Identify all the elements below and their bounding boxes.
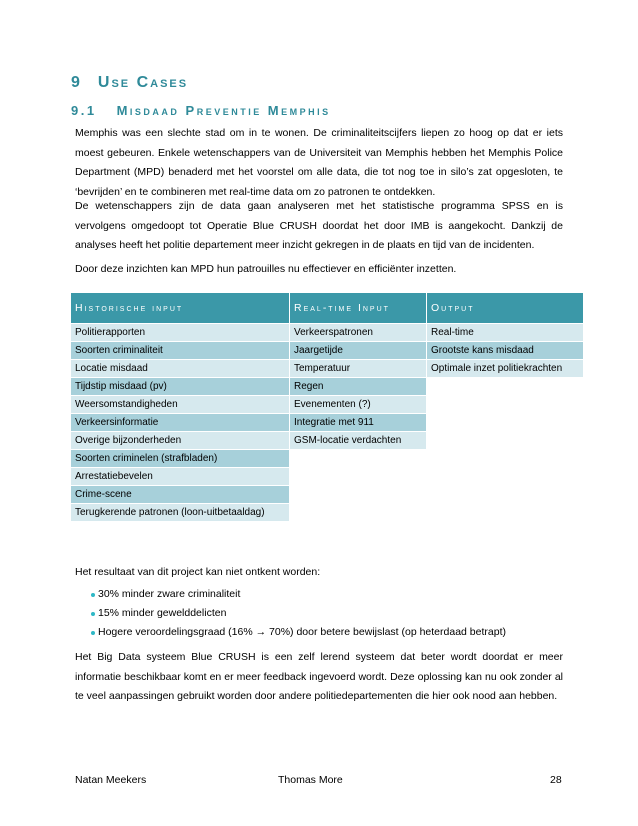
table-cell [427,378,584,396]
table-cell: Weersomstandigheden [71,396,290,414]
header-realtime-input: Real-time Input [290,293,427,324]
table-cell: Soorten criminelen (strafbladen) [71,450,290,468]
table-cell: GSM-locatie verdachten [290,432,427,450]
bullet-dot-icon [91,593,95,597]
paragraph-results-intro: Het resultaat van dit project kan niet ontkent worden: [75,566,321,578]
paragraph-analysis: De wetenschappers zijn de data gaan analyseren met het statistische programma SPSS en is vervolgens omgedoopt tot Operatie Blue CRUSH doordat het door IMB is aangekocht. Dankzij de analyses heeft het politie departement meer inzicht gekregen in de plaats en tijd van de incidenten. [75,200,563,251]
table-cell: Temperatuur [290,360,427,378]
table-cell: Overige bijzonderheden [71,432,290,450]
table-row [71,450,584,468]
table-cell [427,468,584,486]
table-cell: Optimale inzet politiekrachten [427,360,584,378]
section-title: Use Cases [97,74,189,91]
list-item [75,604,506,623]
table-cell: Verkeersinformatie [71,414,290,432]
section-number: 9 [71,74,82,91]
table-cell: Regen [290,378,427,396]
list-item [75,585,506,604]
table-row [71,504,584,522]
table-cell: Arrestatiebevelen [71,468,290,486]
footer-page-number: 28 [550,774,562,786]
table-cell: Evenementen (?) [290,396,427,414]
table-cell: Politierapporten [71,324,290,342]
table-row [71,468,584,486]
subsection-heading [71,103,331,118]
table-row [71,378,584,396]
section-heading [71,74,188,92]
table-cell: Real-time [427,324,584,342]
table-row [71,324,584,342]
table-cell [290,468,427,486]
results-list [75,585,506,642]
table-row [71,414,584,432]
list-item-text: 15% minder gewelddelicten [98,607,227,619]
table-row [71,396,584,414]
table-cell [427,504,584,522]
bullet-dot-icon [91,631,95,635]
header-output: Output [427,293,584,324]
table-row [71,486,584,504]
table-row [71,342,584,360]
table-cell: Grootste kans misdaad [427,342,584,360]
table-cell [290,450,427,468]
list-item-text: Hogere veroordelingsgraad (16% → 70%) door betere bewijslast (op heterdaad betrapt) [98,626,506,638]
subsection-number: 9.1 [71,103,97,118]
list-item-text: 30% minder zware criminaliteit [98,588,241,600]
table-body [71,324,584,522]
bullet-dot-icon [91,612,95,616]
paragraph-conclusion: Het Big Data systeem Blue CRUSH is een zelf lerend systeem dat beter wordt doordat er meer informatie beschikbaar komt en er meer feedback ingevoerd wordt. Deze oplossing kan nu ook zonder al te veel aanpassingen gebruikt worden door andere politiedepartementen die hier ook nood aan hebben. [75,651,563,702]
table-cell [427,396,584,414]
table-row [71,360,584,378]
input-output-table [70,292,584,522]
table-cell [290,504,427,522]
table-cell [290,486,427,504]
footer-school: Thomas More [278,774,343,786]
subsection-title: Misdaad Preventie Memphis [116,103,331,118]
table-cell: Jaargetijde [290,342,427,360]
table-cell: Soorten criminaliteit [71,342,290,360]
paragraph-insights: Door deze inzichten kan MPD hun patrouilles nu effectiever en efficiënter inzetten. [75,263,457,275]
list-item [75,623,506,642]
table-cell: Crime-scene [71,486,290,504]
table-row [71,432,584,450]
header-historical-input: Historische input [71,293,290,324]
table-cell [427,414,584,432]
paragraph-intro: Memphis was een slechte stad om in te wonen. De criminaliteitscijfers liepen zo hoog op dat er iets moest gebeuren. Enkele wetenschappers van de Universiteit van Memphis hebben het Memphis Police Department (MPD) benaderd met het voorstel om alle data, die tot nog toe in silo’s zat opgesloten, te ‘bevrijden’ en te combineren met real-time data om zo patronen te ontdekken. [75,127,563,198]
footer-author: Natan Meekers [75,774,147,786]
table-cell: Integratie met 911 [290,414,427,432]
table-cell [427,432,584,450]
table-cell [427,486,584,504]
table-cell: Tijdstip misdaad (pv) [71,378,290,396]
table-cell: Verkeerspatronen [290,324,427,342]
table-cell: Locatie misdaad [71,360,290,378]
table-cell [427,450,584,468]
table-header-row [71,293,584,324]
table-cell: Terugkerende patronen (loon-uitbetaaldag) [71,504,290,522]
